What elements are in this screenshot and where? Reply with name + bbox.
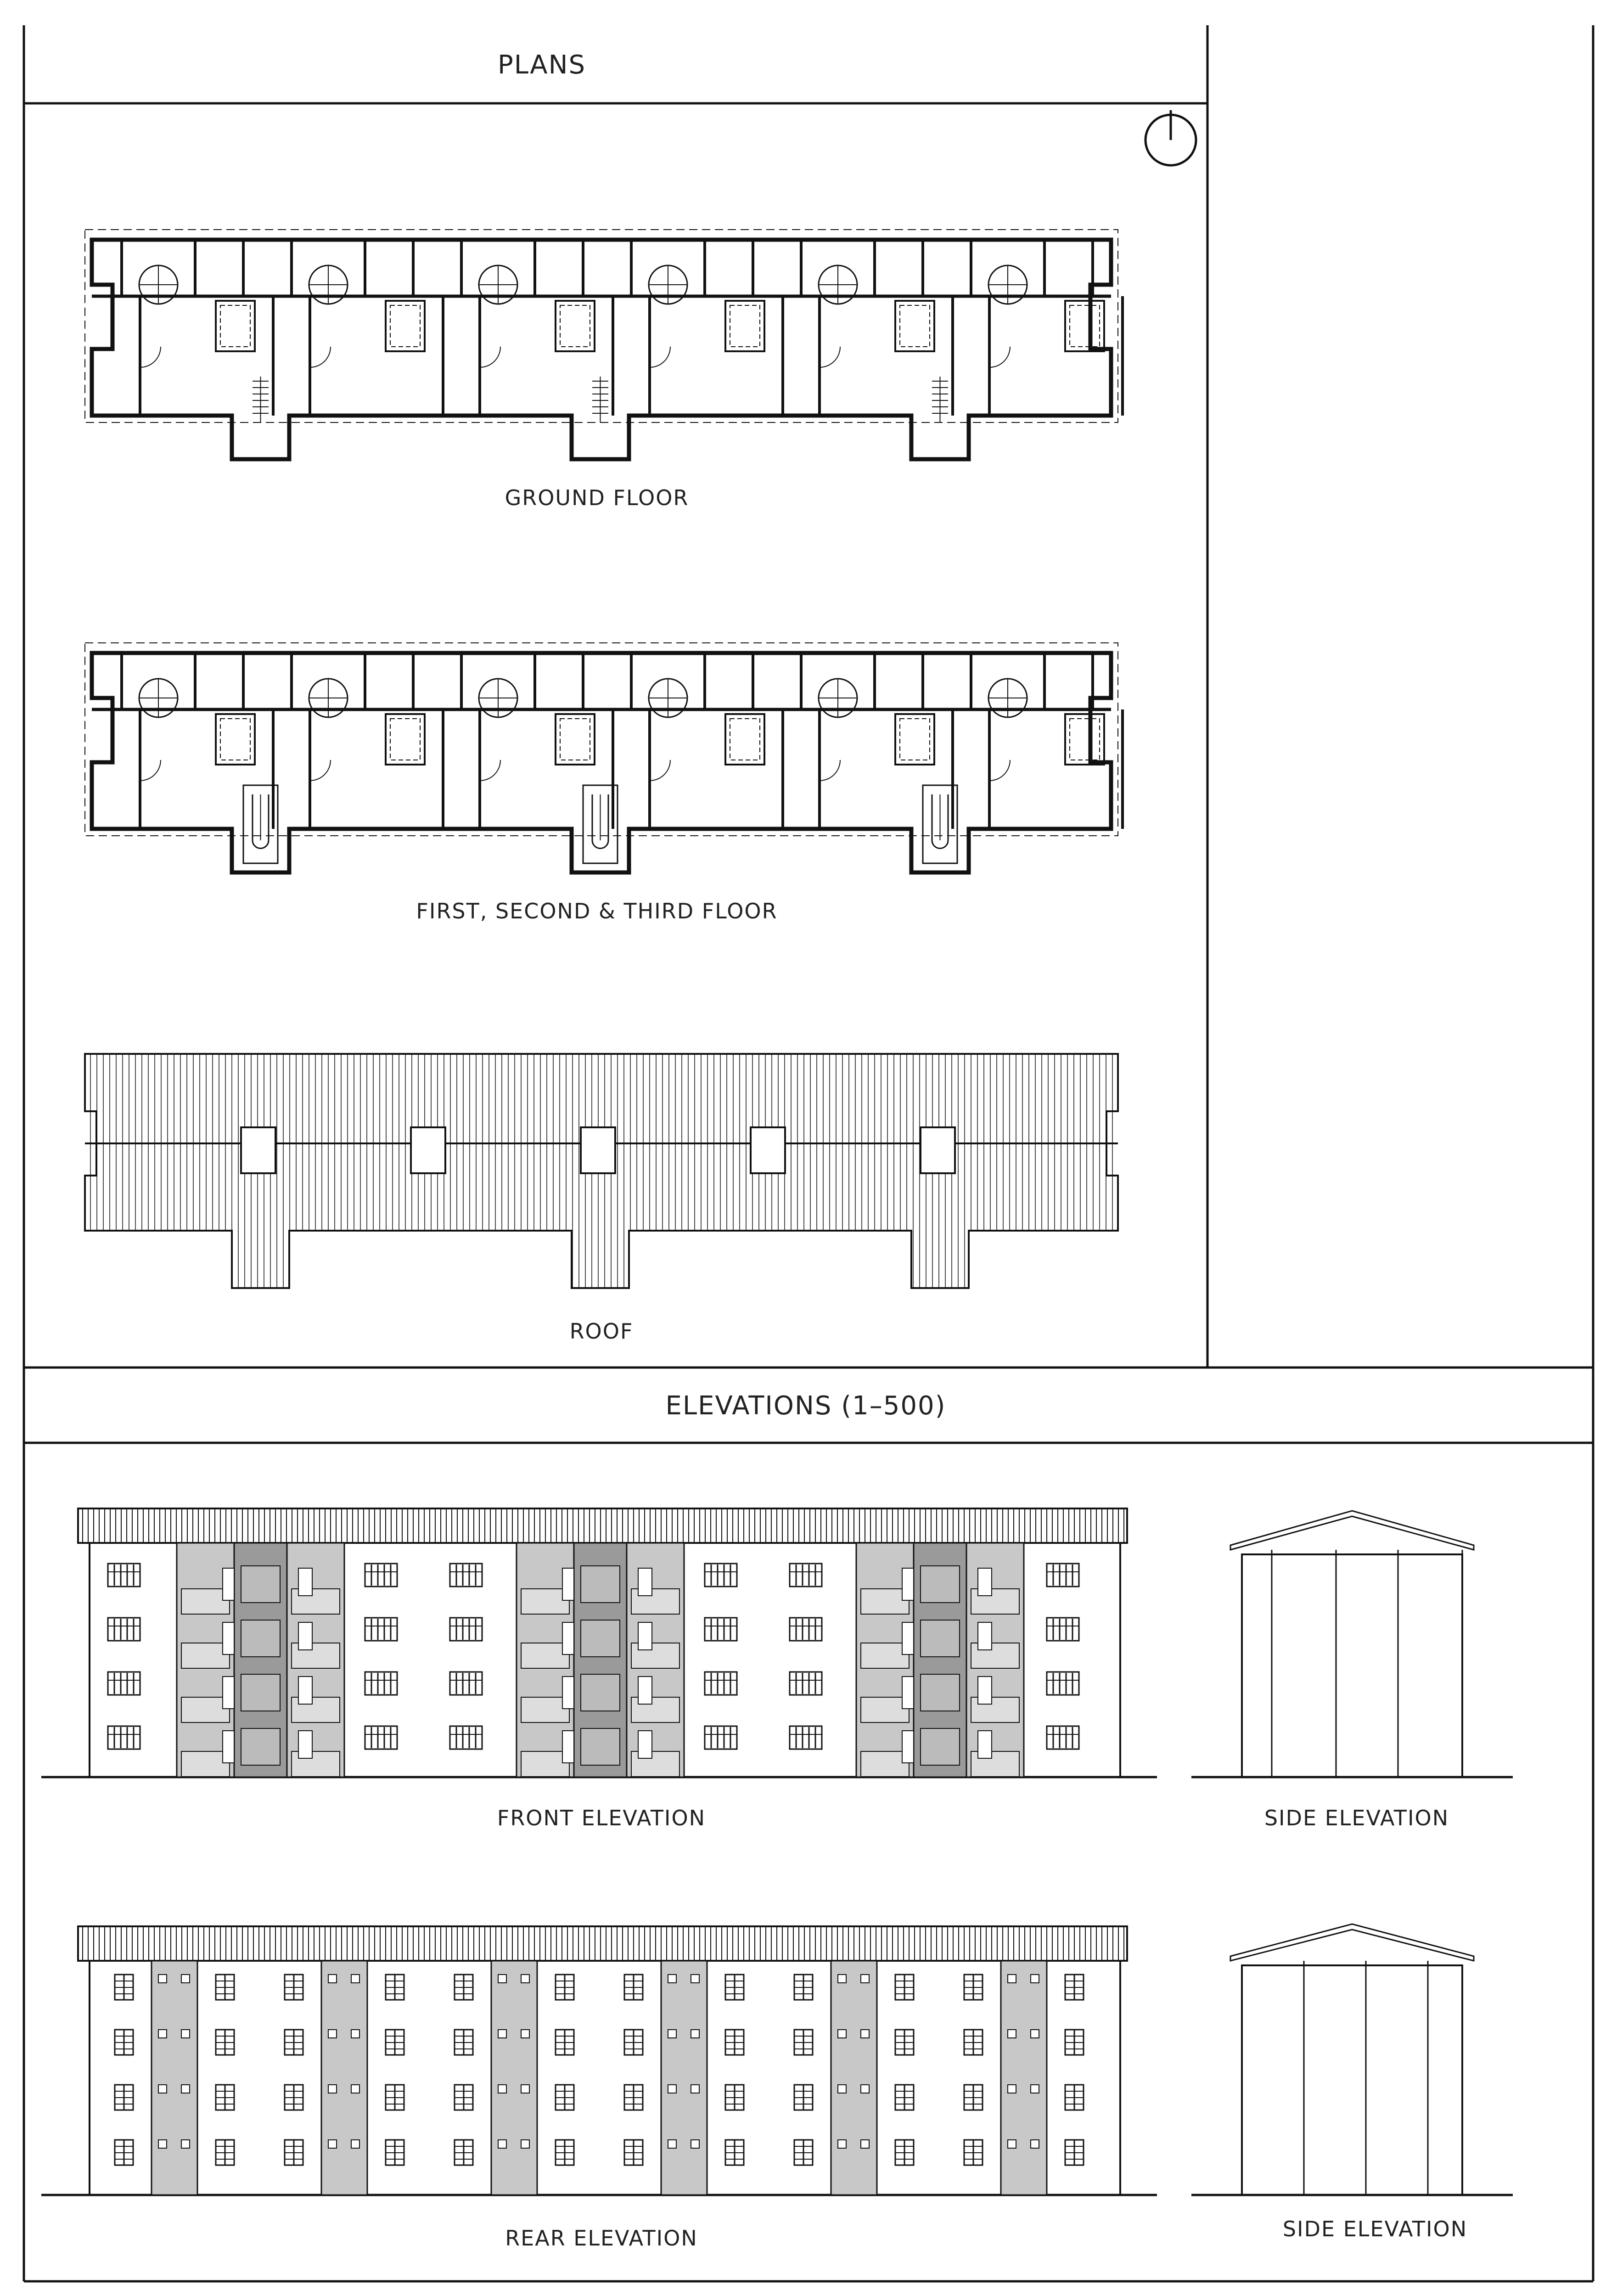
side-wall — [1242, 1965, 1462, 2195]
front-window — [790, 1672, 822, 1695]
vent-opening — [498, 1975, 506, 1983]
plan-door-swing — [989, 760, 1010, 781]
plan-door-swing — [310, 760, 331, 781]
ground-floor-plan — [85, 230, 1123, 459]
door-leaf — [223, 1568, 234, 1600]
door-leaf — [562, 1568, 574, 1600]
front-window — [108, 1564, 140, 1587]
rear-service-shaft — [1001, 1961, 1047, 2195]
door-leaf — [638, 1568, 652, 1596]
door-leaf — [902, 1677, 914, 1709]
front-window — [1047, 1726, 1079, 1749]
vent-opening — [351, 2030, 359, 2038]
rear-service-shaft — [661, 1961, 707, 2195]
door-leaf — [978, 1731, 992, 1758]
front-window — [450, 1564, 482, 1587]
vent-opening — [691, 1975, 699, 1983]
side-roof — [1230, 1924, 1474, 1961]
plan-light-well — [386, 301, 425, 351]
vent-opening — [861, 2085, 869, 2093]
front-window — [365, 1564, 397, 1587]
stair-landing — [921, 1674, 960, 1711]
stair-landing — [241, 1566, 280, 1603]
ground-floor-caption: GROUND FLOOR — [505, 485, 689, 510]
north-arrow-icon — [1145, 110, 1196, 165]
vent-opening — [181, 1975, 190, 1983]
door-leaf — [638, 1622, 652, 1650]
door-leaf — [298, 1622, 312, 1650]
front-elevation-caption: FRONT ELEVATION — [497, 1806, 706, 1830]
front-window — [450, 1672, 482, 1695]
front-window — [705, 1618, 737, 1641]
roof-skylight — [411, 1127, 445, 1173]
vent-opening — [691, 2030, 699, 2038]
plan-light-well-inner — [1070, 719, 1100, 760]
vent-opening — [328, 1975, 337, 1983]
front-window — [705, 1726, 737, 1749]
plan-light-well-inner — [1070, 305, 1100, 347]
vent-opening — [351, 2140, 359, 2148]
stair-landing — [241, 1674, 280, 1711]
vent-opening — [691, 2140, 699, 2148]
stair-landing — [581, 1674, 620, 1711]
front-window — [1047, 1618, 1079, 1641]
plan-light-well-inner — [730, 305, 760, 347]
plan-light-well-inner — [390, 305, 420, 347]
vent-opening — [181, 2140, 190, 2148]
front-window — [365, 1726, 397, 1749]
vent-opening — [328, 2140, 337, 2148]
vent-opening — [1008, 1975, 1016, 1983]
door-leaf — [638, 1677, 652, 1704]
plan-door-swing — [989, 347, 1010, 367]
vent-opening — [498, 2140, 506, 2148]
plan-light-well-inner — [900, 305, 930, 347]
front-stair-core — [517, 1543, 684, 1777]
front-window — [108, 1618, 140, 1641]
vent-opening — [351, 1975, 359, 1983]
door-leaf — [562, 1677, 574, 1709]
elevations-title: ELEVATIONS (1–500) — [665, 1391, 946, 1421]
roof-skylight — [581, 1127, 615, 1173]
vent-opening — [861, 2030, 869, 2038]
vent-opening — [1031, 2140, 1039, 2148]
plan-light-well-inner — [560, 305, 590, 347]
front-window — [790, 1564, 822, 1587]
side-elevation-top — [1191, 1511, 1513, 1777]
front-window — [365, 1672, 397, 1695]
front-elevation — [41, 1508, 1157, 1777]
plan-door-swing — [480, 760, 500, 781]
plan-light-well — [556, 714, 595, 765]
vent-opening — [328, 2085, 337, 2093]
side-roof — [1230, 1511, 1474, 1550]
vent-opening — [1031, 1975, 1039, 1983]
vent-opening — [158, 1975, 167, 1983]
plan-light-well-inner — [730, 719, 760, 760]
vent-opening — [521, 1975, 529, 1983]
vent-opening — [181, 2085, 190, 2093]
vent-opening — [1008, 2085, 1016, 2093]
vent-opening — [668, 2030, 676, 2038]
vent-opening — [521, 2085, 529, 2093]
vent-opening — [351, 2085, 359, 2093]
door-leaf — [223, 1622, 234, 1654]
side-elevation-caption-bottom: SIDE ELEVATION — [1282, 2217, 1468, 2241]
plan-light-well-inner — [900, 719, 930, 760]
vent-opening — [1008, 2030, 1016, 2038]
front-window — [790, 1618, 822, 1641]
stair-landing — [921, 1620, 960, 1657]
plan-door-swing — [140, 347, 161, 367]
plan-stair-core — [253, 377, 269, 422]
stair-landing — [241, 1620, 280, 1657]
front-window — [1047, 1564, 1079, 1587]
plan-light-well — [216, 301, 255, 351]
vent-opening — [498, 2030, 506, 2038]
upper-floor-plan — [85, 643, 1123, 872]
stair-landing — [581, 1620, 620, 1657]
plan-light-well — [725, 301, 764, 351]
plan-light-well — [1065, 301, 1104, 351]
plan-door-swing — [820, 347, 840, 367]
vent-opening — [521, 2140, 529, 2148]
plan-door-swing — [650, 347, 670, 367]
roof-skylight — [921, 1127, 955, 1173]
plan-light-well — [386, 714, 425, 765]
stair-landing — [921, 1566, 960, 1603]
door-leaf — [978, 1622, 992, 1650]
door-leaf — [978, 1677, 992, 1704]
front-stair-core — [177, 1543, 344, 1777]
vent-opening — [498, 2085, 506, 2093]
plan-door-swing — [310, 347, 331, 367]
rear-elevation — [41, 1926, 1157, 2195]
door-leaf — [902, 1731, 914, 1763]
front-window — [108, 1726, 140, 1749]
vent-opening — [838, 1975, 846, 1983]
rear-elevation-caption: REAR ELEVATION — [505, 2226, 698, 2251]
plan-dashed-outline — [85, 643, 1118, 836]
plan-light-well-inner — [560, 719, 590, 760]
front-stair-core — [856, 1543, 1024, 1777]
plan-light-well-inner — [390, 719, 420, 760]
vent-opening — [668, 2085, 676, 2093]
door-leaf — [562, 1622, 574, 1654]
roof-caption: ROOF — [569, 1319, 634, 1344]
vent-opening — [521, 2030, 529, 2038]
vent-opening — [838, 2140, 846, 2148]
door-leaf — [562, 1731, 574, 1763]
roof-skylight — [751, 1127, 785, 1173]
plan-door-swing — [650, 760, 670, 781]
plan-door-swing — [820, 760, 840, 781]
rear-service-shaft — [321, 1961, 367, 2195]
vent-opening — [1031, 2085, 1039, 2093]
stair-landing — [241, 1728, 280, 1765]
door-leaf — [223, 1677, 234, 1709]
vent-opening — [668, 1975, 676, 1983]
plan-stair-core — [592, 377, 608, 422]
side-elevation-caption-top: SIDE ELEVATION — [1264, 1806, 1449, 1830]
plan-light-well — [556, 301, 595, 351]
plan-light-well — [895, 301, 934, 351]
upper-floor-caption: FIRST, SECOND & THIRD FLOOR — [416, 899, 778, 923]
door-leaf — [902, 1568, 914, 1600]
plan-light-well — [725, 714, 764, 765]
stair-landing — [921, 1728, 960, 1765]
vent-opening — [668, 2140, 676, 2148]
door-leaf — [298, 1731, 312, 1758]
front-window — [450, 1618, 482, 1641]
vent-opening — [1031, 2030, 1039, 2038]
front-window — [365, 1618, 397, 1641]
plan-light-well — [216, 714, 255, 765]
vent-opening — [158, 2085, 167, 2093]
plans-title: PLANS — [498, 50, 586, 80]
door-leaf — [638, 1731, 652, 1758]
vent-opening — [861, 1975, 869, 1983]
rear-service-shaft — [152, 1961, 197, 2195]
door-leaf — [223, 1731, 234, 1763]
front-window — [705, 1564, 737, 1587]
stair-landing — [581, 1728, 620, 1765]
plan-stair-core — [932, 377, 948, 422]
vent-opening — [1008, 2140, 1016, 2148]
vent-opening — [328, 2030, 337, 2038]
vent-opening — [838, 2030, 846, 2038]
stair-landing — [581, 1566, 620, 1603]
rear-service-shaft — [831, 1961, 877, 2195]
roof-plan — [85, 1054, 1118, 1288]
vent-opening — [158, 2030, 167, 2038]
rear-service-shaft — [491, 1961, 537, 2195]
vent-opening — [158, 2140, 167, 2148]
plan-light-well — [1065, 714, 1104, 765]
door-leaf — [902, 1622, 914, 1654]
plan-light-well — [895, 714, 934, 765]
vent-opening — [838, 2085, 846, 2093]
plan-light-well-inner — [220, 719, 250, 760]
side-wall — [1242, 1554, 1462, 1777]
side-elevation-bottom — [1191, 1924, 1513, 2195]
front-window — [1047, 1672, 1079, 1695]
vent-opening — [861, 2140, 869, 2148]
door-leaf — [298, 1677, 312, 1704]
plan-door-swing — [140, 760, 161, 781]
vent-opening — [691, 2085, 699, 2093]
front-window — [790, 1726, 822, 1749]
roof-skylight — [241, 1127, 275, 1173]
front-window — [705, 1672, 737, 1695]
vent-opening — [181, 2030, 190, 2038]
door-leaf — [298, 1568, 312, 1596]
door-leaf — [978, 1568, 992, 1596]
front-window — [450, 1726, 482, 1749]
plan-light-well-inner — [220, 305, 250, 347]
plan-door-swing — [480, 347, 500, 367]
front-window — [108, 1672, 140, 1695]
